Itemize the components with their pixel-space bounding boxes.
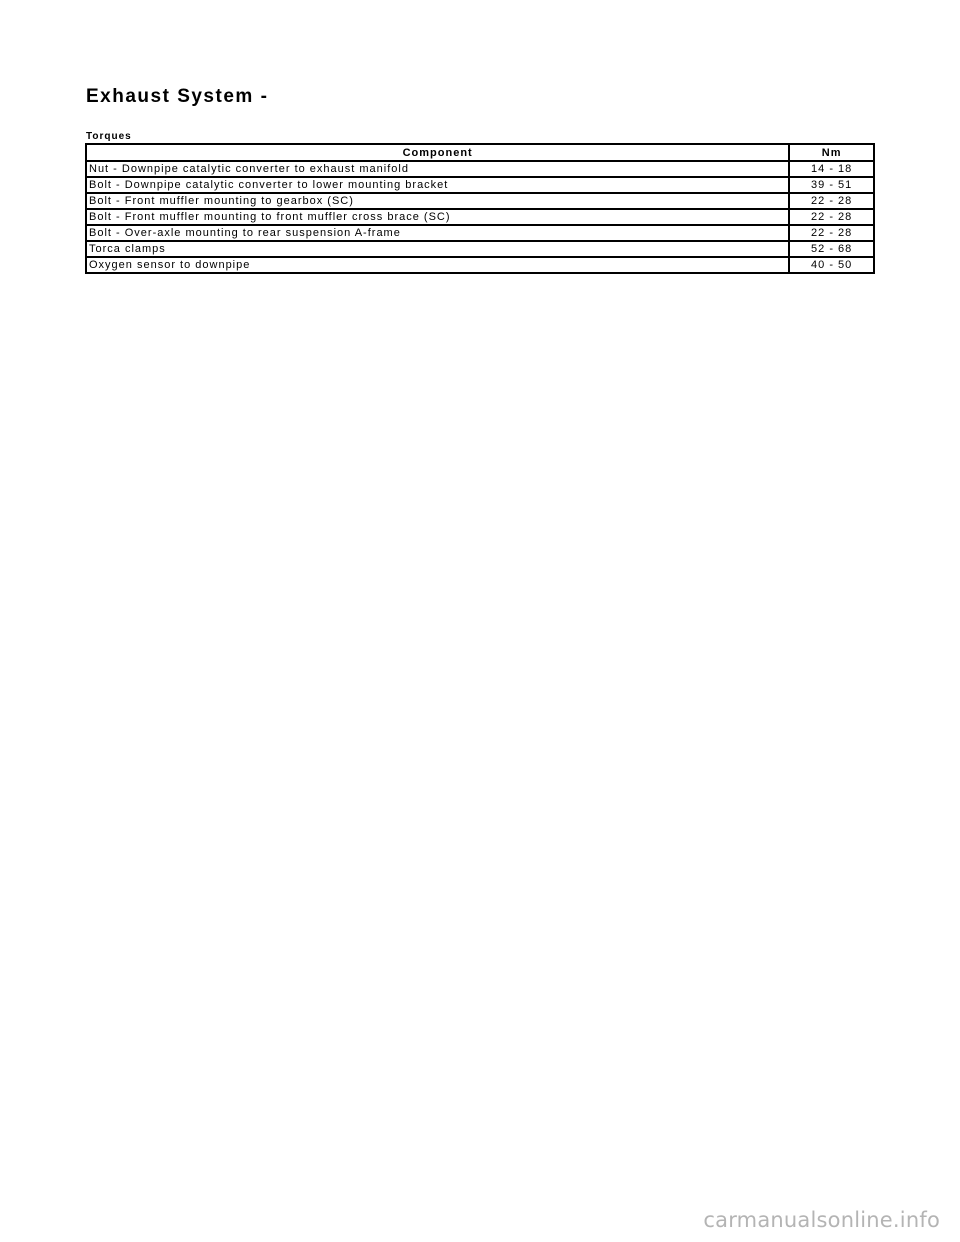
cell-nm: 40 - 50: [789, 257, 874, 273]
cell-component: Nut - Downpipe catalytic converter to exhaust manifold: [86, 161, 789, 177]
cell-component: Bolt - Front muffler mounting to front muffler cross brace (SC): [86, 209, 789, 225]
cell-component: Oxygen sensor to downpipe: [86, 257, 789, 273]
table-row: [86, 225, 874, 241]
table-header-row: [86, 144, 874, 161]
cell-nm: 39 - 51: [789, 177, 874, 193]
header-component: Component: [86, 144, 789, 161]
section-label-torques: Torques: [86, 131, 132, 142]
cell-nm: 14 - 18: [789, 161, 874, 177]
cell-component: Bolt - Over-axle mounting to rear suspension A-frame: [86, 225, 789, 241]
watermark: carmanualsonline.info: [703, 1208, 940, 1232]
page-title: Exhaust System -: [86, 86, 269, 107]
cell-nm: 52 - 68: [789, 241, 874, 257]
torque-table: [85, 143, 875, 274]
table-row: [86, 177, 874, 193]
header-nm: Nm: [789, 144, 874, 161]
table-row: [86, 241, 874, 257]
cell-nm: 22 - 28: [789, 225, 874, 241]
cell-component: Torca clamps: [86, 241, 789, 257]
cell-component: Bolt - Front muffler mounting to gearbox (SC): [86, 193, 789, 209]
table-row: [86, 161, 874, 177]
cell-nm: 22 - 28: [789, 209, 874, 225]
table-row: [86, 209, 874, 225]
cell-nm: 22 - 28: [789, 193, 874, 209]
table-row: [86, 257, 874, 273]
cell-component: Bolt - Downpipe catalytic converter to lower mounting bracket: [86, 177, 789, 193]
table-row: [86, 193, 874, 209]
